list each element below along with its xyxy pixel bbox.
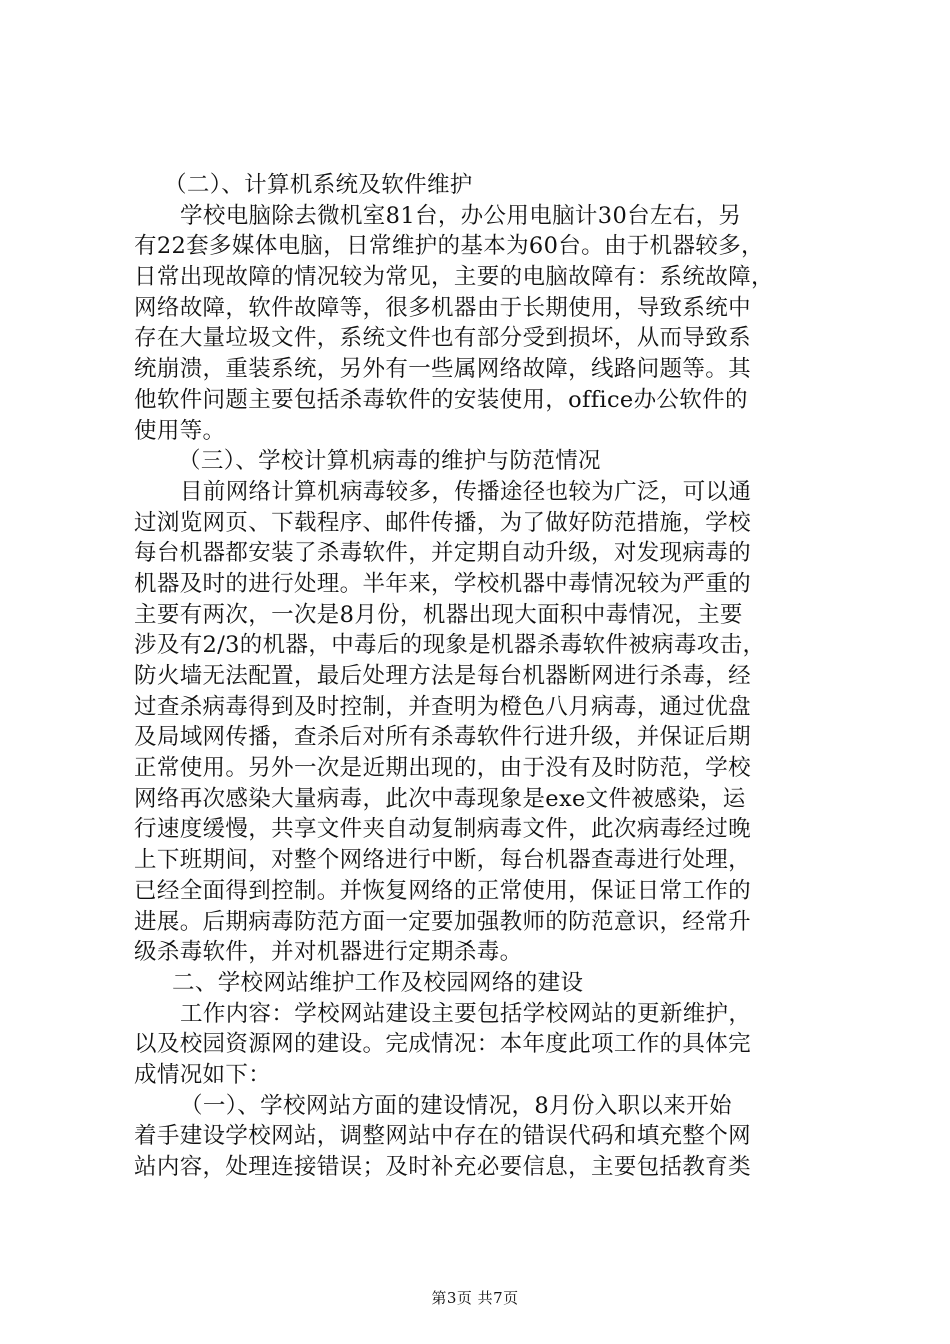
paragraph-line: 学校电脑除去微机室81台，办公用电脑计30台左右，另 [180,202,742,229]
paragraph-line: 以及校园资源网的建设。完成情况：本年度此项工作的具体完 [134,1031,751,1058]
paragraph-line: 涉及有2/3的机器，中毒后的现象是机器杀毒软件被病毒攻击， [134,632,766,659]
paragraph-line: 级杀毒软件，并对机器进行定期杀毒。 [134,939,523,966]
paragraph-line: 他软件问题主要包括杀毒软件的安装使用，office办公软件的 [134,386,748,413]
paragraph-line: 使用等。 [134,417,226,444]
paragraph-line: 上下班期间，对整个网络进行中断，每台机器查毒进行处理， [134,847,751,874]
document-body [134,170,834,1183]
paragraph-line: 防火墙无法配置，最后处理方法是每台机器断网进行杀毒，经 [134,663,751,689]
paragraph-line: 统崩溃，重装系统，另外有一些属网络故障，线路问题等。其 [134,356,751,383]
paragraph-line: 过查杀病毒得到及时控制，并查明为橙色八月病毒，通过优盘 [134,693,751,720]
paragraph-line: 日常出现故障的情况较为常见，主要的电脑故障有：系统故障， [134,264,774,291]
paragraph-line: 成情况如下： [134,1061,272,1088]
paragraph-line: 网络再次感染大量病毒，此次中毒现象是exe文件被感染，运 [134,785,746,812]
paragraph-line: 已经全面得到控制。并恢复网络的正常使用，保证日常工作的 [134,877,751,904]
paragraph-line: 及局域网传播，查杀后对所有杀毒软件行进升级，并保证后期 [134,724,751,751]
paragraph-line: 工作内容：学校网站建设主要包括学校网站的更新维护， [180,1000,752,1027]
paragraph-line: 过浏览网页、下载程序、邮件传播，为了做好防范措施，学校 [134,509,751,536]
paragraph-line: （一）、学校网站方面的建设情况，8月份入职以来开始 [180,1092,732,1119]
paragraph-line: 目前网络计算机病毒较多，传播途径也较为广泛，可以通 [180,478,752,505]
paragraph-line: 行速度缓慢，共享文件夹自动复制病毒文件，此次病毒经过晚 [134,816,751,843]
section-heading: 二、学校网站维护工作及校园网络的建设 [172,969,584,996]
paragraph-line: 正常使用。另外一次是近期出现的，由于没有及时防范，学校 [134,755,751,782]
paragraph-line: 主要有两次，一次是8月份，机器出现大面积中毒情况，主要 [134,601,743,628]
paragraph-line: 机器及时的进行处理。半年来，学校机器中毒情况较为严重的 [134,570,751,597]
section-heading: （二）、计算机系统及软件维护 [164,172,473,198]
paragraph-line: 站内容，处理连接错误；及时补充必要信息，主要包括教育类 [134,1154,751,1180]
paragraph-line: 每台机器都安装了杀毒软件，并定期自动升级，对发现病毒的 [134,540,751,567]
paragraph-line: 有22套多媒体电脑，日常维护的基本为60台。由于机器较多， [134,233,764,260]
paragraph-line: 网络故障，软件故障等，很多机器由于长期使用，导致系统中 [134,294,751,321]
paragraph-line: 着手建设学校网站，调整网站中存在的错误代码和填充整个网 [134,1123,751,1150]
paragraph-line: 存在大量垃圾文件，系统文件也有部分受到损坏，从而导致系 [134,325,751,352]
paragraph-line: 进展。后期病毒防范方面一定要加强教师的防范意识，经常升 [134,908,751,935]
section-heading: （三）、学校计算机病毒的维护与防范情况 [178,448,601,475]
page-number-footer: 第3页 共7页 [431,1289,519,1307]
